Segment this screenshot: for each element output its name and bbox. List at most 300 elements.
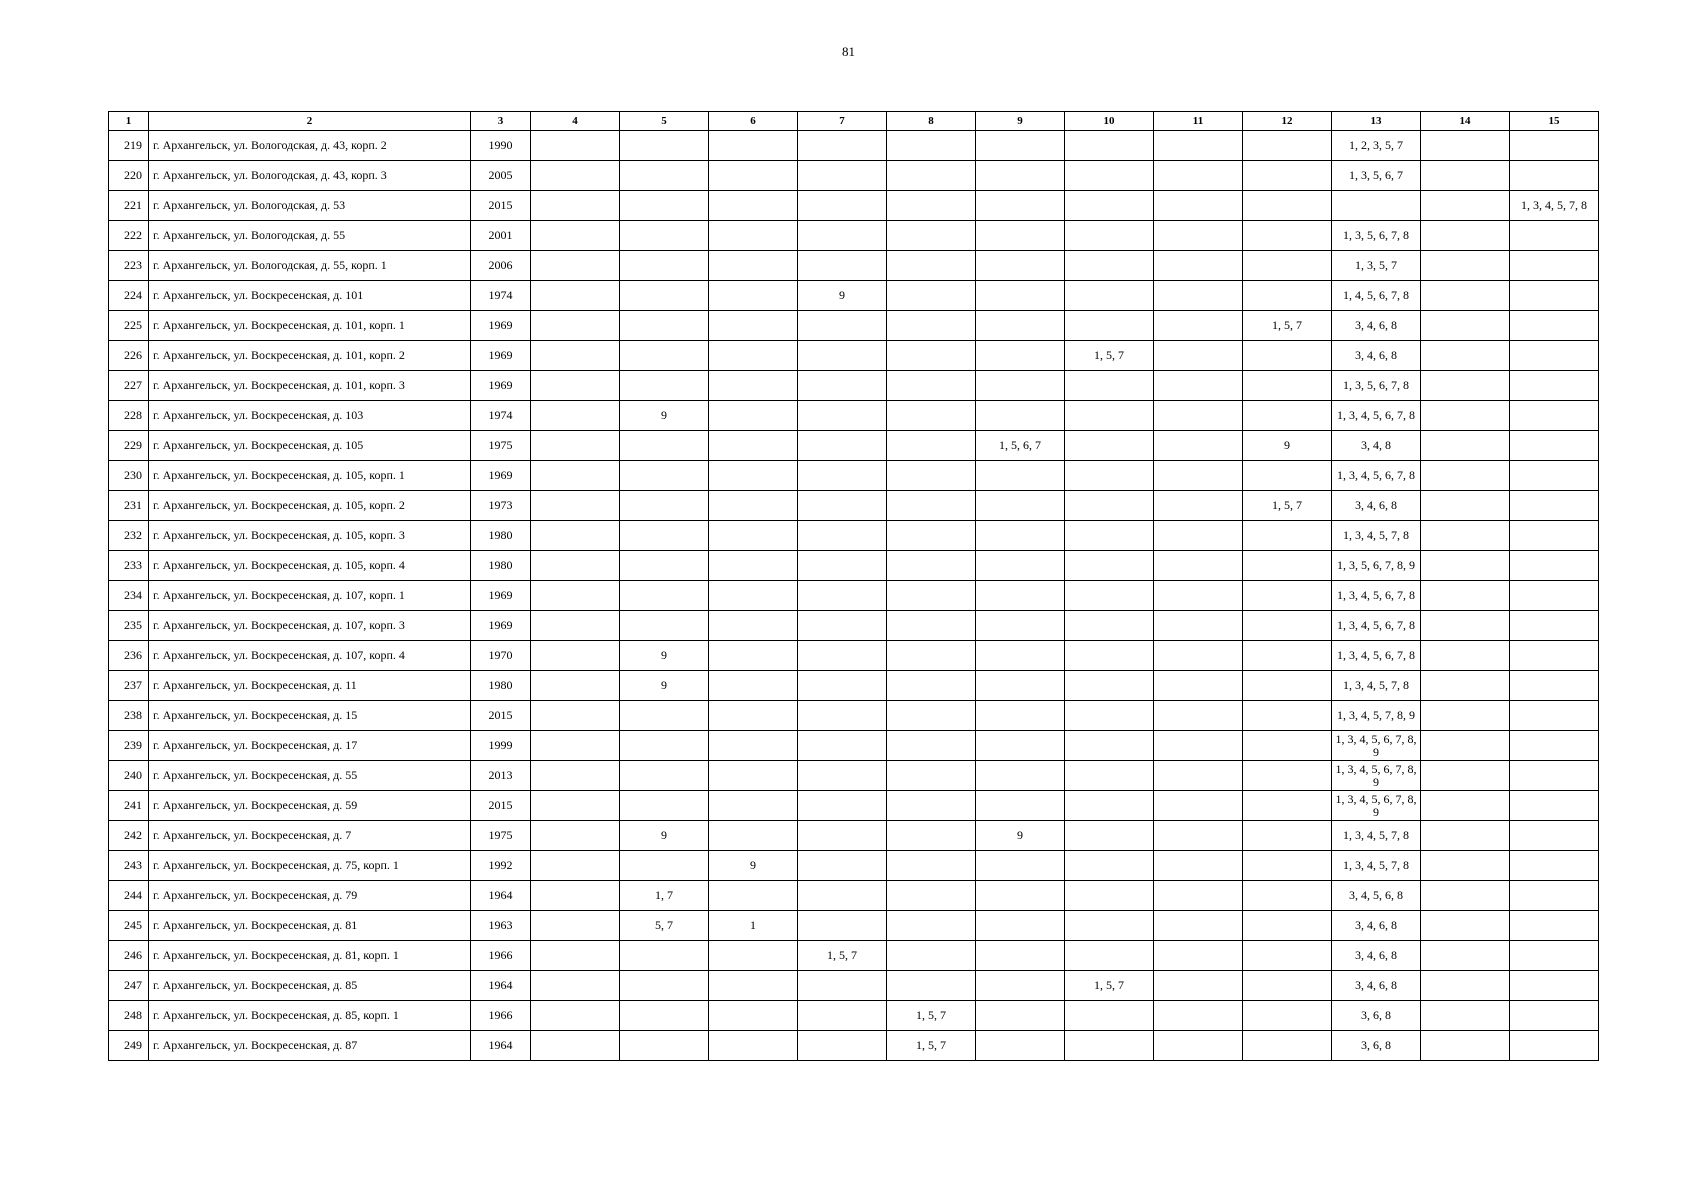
table-cell xyxy=(887,881,976,911)
table-cell xyxy=(709,611,798,641)
table-cell xyxy=(1421,1031,1510,1061)
table-cell: 1, 3, 5, 6, 7, 8 xyxy=(1332,371,1421,401)
table-cell xyxy=(531,431,620,461)
column-header: 10 xyxy=(1065,112,1154,131)
table-cell xyxy=(976,701,1065,731)
table-row xyxy=(109,611,1599,641)
table-cell xyxy=(620,971,709,1001)
table-row xyxy=(109,1031,1599,1061)
table-row xyxy=(109,641,1599,671)
table-cell xyxy=(1421,191,1510,221)
table-cell xyxy=(976,191,1065,221)
table-cell xyxy=(1421,761,1510,791)
header-row xyxy=(109,112,1599,131)
table-cell xyxy=(709,341,798,371)
table-row xyxy=(109,251,1599,281)
table-cell xyxy=(1510,701,1599,731)
table-cell xyxy=(1421,821,1510,851)
year-cell: 1975 xyxy=(471,821,531,851)
address-cell: г. Архангельск, ул. Воскресенская, д. 107, корп. 3 xyxy=(149,611,471,641)
row-number-cell: 230 xyxy=(109,461,149,491)
table-cell xyxy=(976,1001,1065,1031)
row-number-cell: 232 xyxy=(109,521,149,551)
address-cell: г. Архангельск, ул. Воскресенская, д. 105, корп. 4 xyxy=(149,551,471,581)
table-cell xyxy=(1243,461,1332,491)
table-cell xyxy=(531,791,620,821)
table-cell xyxy=(1243,161,1332,191)
table-cell xyxy=(1421,401,1510,431)
table-cell xyxy=(798,641,887,671)
table-cell: 9 xyxy=(1243,431,1332,461)
table-cell xyxy=(1421,881,1510,911)
table-cell xyxy=(1154,1001,1243,1031)
table-cell xyxy=(531,821,620,851)
table-cell xyxy=(1065,881,1154,911)
address-cell: г. Архангельск, ул. Воскресенская, д. 101, корп. 2 xyxy=(149,341,471,371)
table-cell: 1, 5, 7 xyxy=(1065,971,1154,1001)
table-cell: 1, 3, 4, 5, 6, 7, 8, 9 xyxy=(1332,761,1421,791)
table-cell xyxy=(620,731,709,761)
year-cell: 2005 xyxy=(471,161,531,191)
table-cell xyxy=(1065,371,1154,401)
table-cell xyxy=(976,311,1065,341)
table-cell xyxy=(798,191,887,221)
year-cell: 2001 xyxy=(471,221,531,251)
table-cell xyxy=(709,401,798,431)
table-cell xyxy=(976,371,1065,401)
table-cell xyxy=(1421,131,1510,161)
table-cell xyxy=(1154,761,1243,791)
address-cell: г. Архангельск, ул. Воскресенская, д. 75, корп. 1 xyxy=(149,851,471,881)
table-cell xyxy=(531,251,620,281)
table-cell xyxy=(620,161,709,191)
table-cell xyxy=(709,821,798,851)
table-cell: 1, 5, 7 xyxy=(887,1031,976,1061)
table-cell: 1, 3, 4, 5, 6, 7, 8 xyxy=(1332,401,1421,431)
table-cell: 1, 3, 5, 6, 7 xyxy=(1332,161,1421,191)
table-cell xyxy=(798,371,887,401)
table-cell xyxy=(1154,851,1243,881)
table-cell xyxy=(531,701,620,731)
table-cell xyxy=(1154,371,1243,401)
table-row xyxy=(109,281,1599,311)
table-cell xyxy=(798,701,887,731)
table-cell xyxy=(1421,911,1510,941)
table-cell xyxy=(1065,821,1154,851)
year-cell: 1969 xyxy=(471,581,531,611)
table-cell xyxy=(976,221,1065,251)
table-cell xyxy=(1510,881,1599,911)
table-row xyxy=(109,131,1599,161)
table-cell xyxy=(531,881,620,911)
table-cell: 1, 5, 7 xyxy=(1243,311,1332,341)
address-cell: г. Архангельск, ул. Воскресенская, д. 105, корп. 2 xyxy=(149,491,471,521)
table-cell xyxy=(1243,851,1332,881)
column-header: 13 xyxy=(1332,112,1421,131)
table-cell xyxy=(976,161,1065,191)
column-header: 4 xyxy=(531,112,620,131)
table-row xyxy=(109,191,1599,221)
table-cell xyxy=(1065,791,1154,821)
address-cell: г. Архангельск, ул. Воскресенская, д. 107, корп. 4 xyxy=(149,641,471,671)
table-cell xyxy=(798,851,887,881)
table-cell xyxy=(1510,251,1599,281)
year-cell: 1969 xyxy=(471,461,531,491)
table-cell xyxy=(1510,521,1599,551)
table-cell: 1, 3, 4, 5, 6, 7, 8, 9 xyxy=(1332,791,1421,821)
table-cell xyxy=(620,611,709,641)
year-cell: 1980 xyxy=(471,521,531,551)
table-cell xyxy=(620,791,709,821)
row-number-cell: 235 xyxy=(109,611,149,641)
table-cell xyxy=(620,701,709,731)
table-cell xyxy=(1154,161,1243,191)
row-number-cell: 243 xyxy=(109,851,149,881)
table-cell xyxy=(531,1031,620,1061)
table-cell xyxy=(531,371,620,401)
address-cell: г. Архангельск, ул. Воскресенская, д. 81, корп. 1 xyxy=(149,941,471,971)
table-cell xyxy=(976,671,1065,701)
table-cell xyxy=(1510,821,1599,851)
table-cell xyxy=(887,461,976,491)
table-row xyxy=(109,161,1599,191)
table-cell xyxy=(798,611,887,641)
table-cell xyxy=(887,161,976,191)
table-cell xyxy=(1421,221,1510,251)
table-body xyxy=(109,131,1599,1061)
row-number-cell: 225 xyxy=(109,311,149,341)
year-cell: 2015 xyxy=(471,701,531,731)
row-number-cell: 234 xyxy=(109,581,149,611)
table-cell: 3, 4, 5, 6, 8 xyxy=(1332,881,1421,911)
table-cell xyxy=(531,131,620,161)
table-cell xyxy=(1065,221,1154,251)
table-cell xyxy=(1243,671,1332,701)
table-cell xyxy=(620,1001,709,1031)
table-cell xyxy=(798,671,887,701)
table-cell: 1, 5, 7 xyxy=(798,941,887,971)
column-header: 6 xyxy=(709,112,798,131)
table-cell xyxy=(976,731,1065,761)
address-cell: г. Архангельск, ул. Воскресенская, д. 101 xyxy=(149,281,471,311)
table-cell xyxy=(709,281,798,311)
row-number-cell: 227 xyxy=(109,371,149,401)
table-cell xyxy=(887,641,976,671)
table-cell xyxy=(1154,791,1243,821)
table-cell xyxy=(620,191,709,221)
table-row xyxy=(109,1001,1599,1031)
table-cell xyxy=(1065,1001,1154,1031)
address-cell: г. Архангельск, ул. Воскресенская, д. 101, корп. 1 xyxy=(149,311,471,341)
table-cell xyxy=(1510,131,1599,161)
table-cell: 1, 3, 4, 5, 6, 7, 8 xyxy=(1332,581,1421,611)
table-row xyxy=(109,701,1599,731)
table-cell: 1, 3, 4, 5, 7, 8 xyxy=(1510,191,1599,221)
table-cell xyxy=(1510,401,1599,431)
table-cell xyxy=(1065,731,1154,761)
table-cell xyxy=(1510,311,1599,341)
table-cell xyxy=(1510,671,1599,701)
year-cell: 1969 xyxy=(471,311,531,341)
row-number-cell: 223 xyxy=(109,251,149,281)
table-cell xyxy=(1243,1001,1332,1031)
year-cell: 1973 xyxy=(471,491,531,521)
table-cell xyxy=(531,161,620,191)
column-header: 9 xyxy=(976,112,1065,131)
table-cell xyxy=(798,131,887,161)
year-cell: 1975 xyxy=(471,431,531,461)
table-cell xyxy=(1065,671,1154,701)
table-row xyxy=(109,521,1599,551)
table-cell xyxy=(798,821,887,851)
table-cell xyxy=(1421,491,1510,521)
address-cell: г. Архангельск, ул. Вологодская, д. 53 xyxy=(149,191,471,221)
table-cell: 1, 7 xyxy=(620,881,709,911)
table-cell: 1 xyxy=(709,911,798,941)
table-cell xyxy=(798,521,887,551)
table-cell xyxy=(531,641,620,671)
row-number-cell: 239 xyxy=(109,731,149,761)
table-cell xyxy=(1065,941,1154,971)
table-cell xyxy=(976,851,1065,881)
table-cell xyxy=(887,131,976,161)
row-number-cell: 244 xyxy=(109,881,149,911)
table-cell xyxy=(1243,401,1332,431)
table-cell xyxy=(531,341,620,371)
table-cell xyxy=(887,251,976,281)
table-cell xyxy=(531,461,620,491)
table-cell: 1, 3, 5, 6, 7, 8 xyxy=(1332,221,1421,251)
table-cell xyxy=(1421,851,1510,881)
year-cell: 1964 xyxy=(471,881,531,911)
table-cell xyxy=(1154,401,1243,431)
table-cell xyxy=(887,341,976,371)
year-cell: 1992 xyxy=(471,851,531,881)
column-header: 12 xyxy=(1243,112,1332,131)
table-row xyxy=(109,671,1599,701)
table-cell: 9 xyxy=(620,641,709,671)
table-cell xyxy=(709,581,798,611)
table-row xyxy=(109,461,1599,491)
address-cell: г. Архангельск, ул. Воскресенская, д. 105 xyxy=(149,431,471,461)
table-cell xyxy=(1154,551,1243,581)
table-cell xyxy=(709,641,798,671)
table-cell xyxy=(1421,641,1510,671)
data-table xyxy=(108,111,1599,1061)
table-cell xyxy=(798,251,887,281)
table-cell xyxy=(1510,911,1599,941)
year-cell: 1990 xyxy=(471,131,531,161)
table-cell xyxy=(1510,851,1599,881)
table-cell xyxy=(887,911,976,941)
table-cell xyxy=(798,431,887,461)
table-cell xyxy=(1332,191,1421,221)
table-cell xyxy=(1243,521,1332,551)
table-row xyxy=(109,791,1599,821)
table-cell xyxy=(709,941,798,971)
row-number-cell: 220 xyxy=(109,161,149,191)
table-cell xyxy=(976,521,1065,551)
table-cell xyxy=(798,971,887,1001)
address-cell: г. Архангельск, ул. Вологодская, д. 55 xyxy=(149,221,471,251)
table-cell xyxy=(1510,1001,1599,1031)
table-cell xyxy=(1243,551,1332,581)
table-cell: 1, 3, 5, 7 xyxy=(1332,251,1421,281)
address-cell: г. Архангельск, ул. Воскресенская, д. 101, корп. 3 xyxy=(149,371,471,401)
table-row xyxy=(109,401,1599,431)
table-cell xyxy=(709,251,798,281)
table-cell xyxy=(1421,251,1510,281)
table-cell xyxy=(1510,971,1599,1001)
table-cell xyxy=(1154,881,1243,911)
table-cell xyxy=(887,311,976,341)
year-cell: 1969 xyxy=(471,371,531,401)
table-cell xyxy=(1154,731,1243,761)
year-cell: 1963 xyxy=(471,911,531,941)
table-cell xyxy=(531,401,620,431)
table-cell: 1, 3, 5, 6, 7, 8, 9 xyxy=(1332,551,1421,581)
row-number-cell: 231 xyxy=(109,491,149,521)
table-cell: 1, 3, 4, 5, 7, 8 xyxy=(1332,851,1421,881)
table-cell xyxy=(1243,1031,1332,1061)
table-cell xyxy=(620,281,709,311)
table-cell xyxy=(798,221,887,251)
table-cell xyxy=(531,941,620,971)
table-cell: 3, 4, 6, 8 xyxy=(1332,341,1421,371)
table-cell xyxy=(1510,281,1599,311)
table-cell xyxy=(531,851,620,881)
table-cell xyxy=(887,371,976,401)
page-number: 81 xyxy=(842,44,855,59)
row-number-cell: 245 xyxy=(109,911,149,941)
table-cell xyxy=(976,941,1065,971)
table-cell xyxy=(531,191,620,221)
row-number-cell: 242 xyxy=(109,821,149,851)
table-cell xyxy=(1243,371,1332,401)
table-cell xyxy=(1065,851,1154,881)
table-cell xyxy=(1243,641,1332,671)
table-cell xyxy=(1421,521,1510,551)
table-cell: 1, 3, 4, 5, 6, 7, 8 xyxy=(1332,461,1421,491)
row-number-cell: 229 xyxy=(109,431,149,461)
row-number-cell: 226 xyxy=(109,341,149,371)
table-row xyxy=(109,821,1599,851)
year-cell: 1980 xyxy=(471,671,531,701)
table-cell xyxy=(1065,131,1154,161)
table-cell xyxy=(709,731,798,761)
table-cell xyxy=(976,641,1065,671)
table-cell xyxy=(709,191,798,221)
table-cell xyxy=(1154,671,1243,701)
table-cell: 3, 6, 8 xyxy=(1332,1031,1421,1061)
table-cell xyxy=(1510,461,1599,491)
table-cell xyxy=(531,491,620,521)
table-cell xyxy=(1065,521,1154,551)
address-cell: г. Архангельск, ул. Вологодская, д. 43, корп. 3 xyxy=(149,161,471,191)
table-cell xyxy=(887,281,976,311)
table-cell xyxy=(887,191,976,221)
table-cell xyxy=(620,521,709,551)
table-cell xyxy=(709,1001,798,1031)
table-cell xyxy=(1065,431,1154,461)
table-cell xyxy=(798,161,887,191)
table-cell xyxy=(531,311,620,341)
table-cell: 1, 3, 4, 5, 7, 8, 9 xyxy=(1332,701,1421,731)
table-cell xyxy=(709,701,798,731)
row-number-cell: 224 xyxy=(109,281,149,311)
table-row xyxy=(109,731,1599,761)
table-cell xyxy=(1510,941,1599,971)
table-cell xyxy=(1510,161,1599,191)
table-cell: 1, 5, 7 xyxy=(1065,341,1154,371)
table-cell: 1, 3, 4, 5, 6, 7, 8, 9 xyxy=(1332,731,1421,761)
table-cell xyxy=(709,521,798,551)
table-cell xyxy=(1065,611,1154,641)
table-row xyxy=(109,971,1599,1001)
column-header: 15 xyxy=(1510,112,1599,131)
table-cell xyxy=(976,341,1065,371)
table-cell xyxy=(887,401,976,431)
table-cell xyxy=(887,971,976,1001)
table-row xyxy=(109,881,1599,911)
table-cell xyxy=(1243,941,1332,971)
table-cell xyxy=(798,881,887,911)
year-cell: 1964 xyxy=(471,971,531,1001)
year-cell: 1980 xyxy=(471,551,531,581)
table-cell xyxy=(1421,551,1510,581)
table-cell: 9 xyxy=(620,671,709,701)
address-cell: г. Архангельск, ул. Воскресенская, д. 107, корп. 1 xyxy=(149,581,471,611)
table-cell xyxy=(976,551,1065,581)
table-row xyxy=(109,311,1599,341)
table-row xyxy=(109,761,1599,791)
table-cell xyxy=(1243,131,1332,161)
table-cell xyxy=(887,431,976,461)
table-row xyxy=(109,431,1599,461)
table-cell xyxy=(1154,521,1243,551)
table-cell xyxy=(976,281,1065,311)
table-cell xyxy=(1065,701,1154,731)
table-cell xyxy=(709,791,798,821)
table-row xyxy=(109,851,1599,881)
year-cell: 1970 xyxy=(471,641,531,671)
address-cell: г. Архангельск, ул. Воскресенская, д. 59 xyxy=(149,791,471,821)
row-number-cell: 237 xyxy=(109,671,149,701)
table-cell xyxy=(1510,761,1599,791)
table-cell xyxy=(1243,791,1332,821)
table-cell xyxy=(1243,971,1332,1001)
table-cell: 3, 4, 6, 8 xyxy=(1332,941,1421,971)
table-cell xyxy=(1154,341,1243,371)
table-cell xyxy=(1421,971,1510,1001)
table-cell xyxy=(976,971,1065,1001)
table-cell xyxy=(887,791,976,821)
table-cell xyxy=(1421,1001,1510,1031)
column-header: 1 xyxy=(109,112,149,131)
table-cell xyxy=(1065,191,1154,221)
table-row xyxy=(109,551,1599,581)
row-number-cell: 219 xyxy=(109,131,149,161)
table-cell xyxy=(1510,581,1599,611)
year-cell: 1999 xyxy=(471,731,531,761)
table-cell xyxy=(887,551,976,581)
table-cell xyxy=(1243,821,1332,851)
table-row xyxy=(109,581,1599,611)
table-cell xyxy=(1243,221,1332,251)
table-cell xyxy=(709,1031,798,1061)
table-cell xyxy=(1154,251,1243,281)
table-cell: 9 xyxy=(620,821,709,851)
